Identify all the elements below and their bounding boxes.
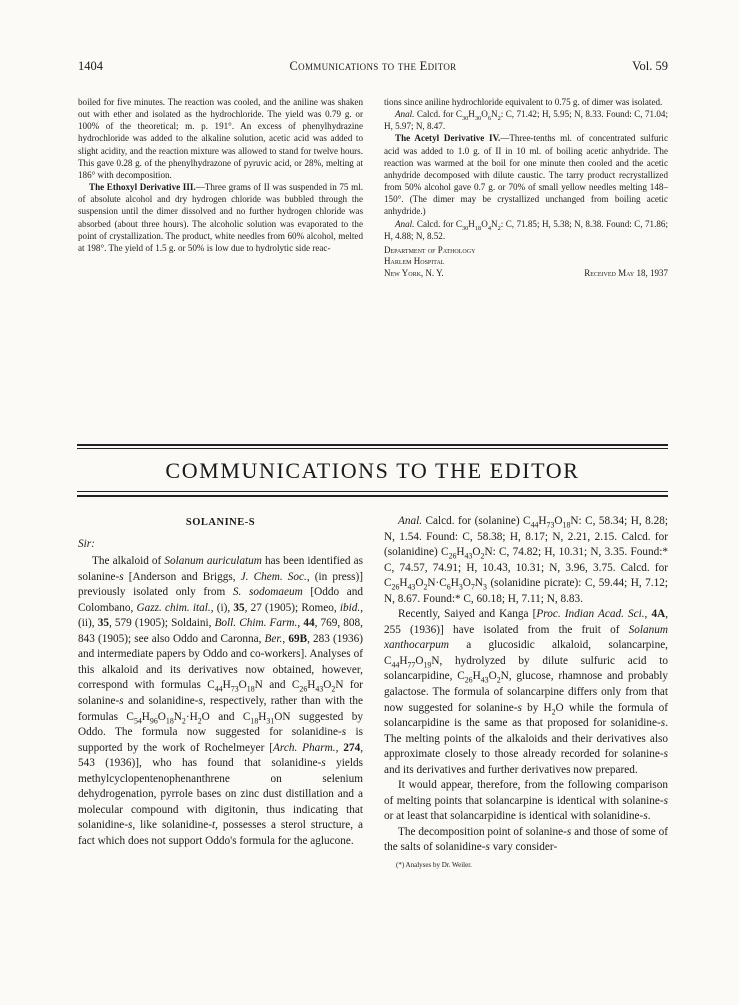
text-run: , respectively, rather than with the formulas C (78, 695, 363, 723)
subscript: 43 (480, 675, 489, 685)
text-run: s (663, 794, 668, 807)
text-run: 4A (651, 608, 666, 621)
subscript: 26 (448, 551, 457, 561)
subscript: 18 (474, 224, 482, 232)
article-title: SOLANINE-S (185, 517, 256, 528)
text-run: The Ethoxyl Derivative III. (89, 182, 196, 193)
text-run: vary consider- (489, 841, 558, 854)
paragraph (384, 825, 668, 856)
text-run: [Anderson and Briggs, (123, 570, 241, 583)
text-run: N (474, 577, 483, 590)
prev-article-right-column (384, 96, 668, 279)
text-run: (solanidine picrate): C, 59.44; H, 7.12; N, 8.67. Found:* C, 60.18; H, 7.11; N, 8.83. (384, 577, 668, 605)
text-run: Calcd. for C (414, 218, 462, 229)
text-run: The decomposition point of solanine- (398, 825, 567, 838)
subscript: 2 (497, 114, 501, 122)
text-run: Gazz. chim. ital. (136, 601, 211, 614)
text-run: t (211, 819, 216, 832)
text-run: Recently, Saiyed and Kanga [ (398, 608, 537, 621)
paragraph (384, 218, 668, 242)
text-run: : C, 71.85; H, 5.38; N, 8.38. Found: C, 71.86; H, 4.88; N, 8.52. (384, 218, 668, 241)
running-header (78, 59, 668, 75)
text-run: H (258, 710, 267, 723)
article-right-body (384, 514, 668, 856)
text-run: H (468, 109, 475, 120)
subscript: 6 (446, 582, 451, 592)
subscript: 73 (546, 520, 555, 530)
text-run: boiled for five minutes. The reaction was cooled, and the aniline was shaken out with ether and isolated as the hydrochloride. The yield was 0.79 g. or 100% of the theoretical; m. p. 191°. An excess of phenylhydrazine hydrochloride was added to the alkaline solution, acetic acid was added to slight acidity, and the reaction mixture was allowed to stand for twelve hours. This gave 0.28 g. of the phenylhydrazone of pyruvic acid, or 28%, melting at 186° with decomposition. (78, 97, 363, 180)
text-run: , (in press)] previously isolated only from (78, 570, 363, 599)
text-run: , 769, 808, 843 (1905); see also Oddo and Caronna, (78, 617, 363, 645)
text-run: s (119, 570, 124, 583)
text-run: ibid. (339, 601, 361, 614)
paragraph (78, 181, 363, 254)
subscript: 30 (461, 114, 469, 122)
text-run: J. Chem. Soc. (240, 570, 307, 583)
text-run: , 255 (1936)] have isolated from the fruit of (384, 608, 669, 636)
subscript: 44 (530, 520, 539, 530)
running-title: Communications to the Editor (289, 59, 457, 73)
text-run: H (399, 654, 408, 667)
text-run: 35 (233, 601, 245, 614)
text-run: N (491, 109, 498, 120)
text-run: , like solanidine- (132, 819, 212, 832)
affiliation-line: Harlem Hospital (384, 256, 445, 267)
text-run: , (335, 741, 344, 754)
paragraph (384, 108, 668, 132)
paragraph (78, 96, 363, 181)
text-run: Solanum auriculatum (164, 555, 262, 568)
text-run: has been identified as solanine- (78, 555, 364, 583)
subscript: 3 (482, 582, 487, 592)
text-run: or at least that solancarpidine is identical with solanidine- (384, 810, 644, 823)
affiliation-block (384, 245, 668, 280)
text-run: S. sodomaeum (232, 586, 303, 599)
text-run: a glucosidic alkaloid, solancarpine, C (384, 639, 668, 667)
subscript: 43 (315, 684, 324, 694)
text-run: O (157, 710, 166, 723)
text-run: , 27 (1905); Romeo, (244, 601, 340, 614)
prev-article-left-column (78, 96, 363, 254)
text-run: , (644, 608, 652, 621)
subscript: 30 (461, 224, 469, 232)
text-run: and solanidine- (123, 695, 199, 708)
text-run: N: C, 58.34; H, 8.28; N, 1.54. Found: C, 58.38; H, 8.17; N, 2.21, 2.15. Calcd. for (solanidine) C (384, 515, 668, 559)
subscript: 3 (458, 582, 463, 592)
text-run: ON suggested by Oddo. The formula now suggested for solanidine- (78, 710, 363, 739)
text-run: s (643, 810, 648, 823)
text-run: O (415, 654, 424, 667)
text-run: 44 (303, 617, 315, 630)
subscript: 2 (496, 675, 501, 685)
text-run: H (399, 577, 408, 590)
text-run: H (468, 218, 475, 229)
text-run: s (660, 717, 666, 730)
subscript: 96 (149, 715, 158, 725)
subscript: 2 (331, 684, 336, 694)
section-rule-top (77, 444, 668, 446)
paragraph (384, 514, 668, 607)
text-run: The alkaloid of (92, 555, 165, 568)
text-run: , (282, 632, 289, 645)
subscript: 26 (391, 582, 400, 592)
text-run: s (485, 841, 490, 854)
text-run: N, hydrolyzed by dilute sulfuric acid to solancarpidine, C (384, 654, 668, 683)
text-run: . The melting points of the alkaloids and their derivatives also approximate closely to those already recorded for solanine- (384, 717, 668, 761)
text-run: s (517, 701, 522, 714)
prev-article-right-body (384, 96, 668, 242)
text-run: , (ii), (78, 601, 364, 630)
subscript: 26 (299, 684, 308, 694)
text-run: O (323, 679, 332, 692)
text-run: O (415, 577, 424, 590)
text-run: . (647, 810, 651, 823)
subscript: 31 (266, 715, 275, 725)
text-run: N for solanine- (78, 679, 363, 708)
subscript: 4 (487, 224, 491, 232)
subscript: 18 (165, 715, 174, 725)
received-date: Received May 18, 1937 (584, 267, 668, 278)
affiliation-line: Department of Pathology (384, 244, 476, 255)
subscript: 2 (197, 715, 202, 725)
subscript: 18 (562, 520, 571, 530)
text-run: O (462, 577, 471, 590)
text-run: O while the formula of solancarpidine is the same as that proposed for solanidine- (384, 701, 668, 730)
text-run: O (488, 670, 497, 683)
section-rule-bottom-thin (77, 491, 668, 492)
subscript: 2 (497, 224, 501, 232)
subscript: 43 (407, 582, 416, 592)
text-run: The Acetyl Derivative IV. (395, 133, 501, 144)
salutation: Sir: (78, 537, 95, 550)
paragraph (384, 96, 668, 108)
article-left-body (78, 554, 363, 849)
text-run: , 543 (1936)], who has found that solanidine- (78, 741, 364, 770)
text-run: N: C, 74.82; H, 10.31; N, 3.35. Found:* C, 74.57, 74.91; H, 10.43, 10.31; N, 3.96, 3.75. Calcd. for C (384, 546, 668, 590)
text-run: —Three grams of II was suspended in 75 ml. of absolute alcohol and dry hydrogen chloride was bubbled through the suspension until the dimer dissolved and no further hydrogen chloride was absorbed (about three hours). The alcoholic solution was evaporated to the point of crystallization. The product, white needles from 60% alcohol, melted at 198°. The yield of 1.5 g. or 50% is low due to hydrolytic side reac- (78, 182, 363, 253)
text-run: H (141, 710, 150, 723)
text-run: H (472, 670, 481, 683)
page-number: 1404 (78, 59, 103, 73)
text-run: It would appear, therefore, from the following comparison of melting points that solancarpine is identical with solanine- (384, 779, 668, 807)
subscript: 30 (474, 114, 482, 122)
text-run: and its derivatives and further derivatives now prepared. (384, 763, 638, 776)
text-run: s (198, 695, 203, 708)
text-run: N, glucose, rhamnose and probably galactose. The formula of solancarpine differs only from that now suggested for solanine- (384, 670, 668, 714)
text-run: by H (521, 701, 552, 714)
text-run: 35 (97, 617, 109, 630)
paragraph (384, 778, 668, 825)
text-run: and those of some of the salts of solanidine- (384, 825, 668, 854)
section-rule-bottom (77, 495, 668, 497)
subscript: 2 (480, 551, 485, 561)
article-left-column (78, 515, 363, 849)
text-run: tions since aniline hydrochloride equivalent to 0.75 g. of dimer was isolated. (384, 97, 663, 107)
subscript: 7 (470, 582, 475, 592)
text-run: N·C (427, 577, 447, 590)
paragraph (78, 554, 363, 849)
subscript: 19 (423, 660, 432, 670)
text-run: , 283 (1936) and intermediate papers by Oddo and co-workers]. Analyses of this alkaloid and its derivatives now obtained, however, correspond with formulas C (78, 632, 364, 692)
text-run: 274 (343, 741, 361, 754)
text-run: s (341, 726, 347, 739)
text-run: —Three-tenths ml. of concentrated sulfuric acid was added to 1.0 g. of II in 10 ml. of boiling acetic anhydride. The reaction was warmed at the boil for one minute then cooled and the acetic anhydride decomposed with dilute caustic. The tarry product recrystallized from 50% alcohol gave 0.7 g. or 70% of small yellow needles melting 148–150°. (The dimer may be crystallized unchanged from boiling acetic anhydride.) (384, 133, 668, 217)
text-run: N (173, 710, 182, 723)
subscript: 43 (464, 551, 473, 561)
affiliation-line: New York, N. Y. (384, 267, 444, 278)
subscript: 26 (464, 675, 473, 685)
volume-label: Vol. 59 (632, 59, 668, 73)
subscript: 44 (214, 684, 223, 694)
text-run: Arch. Pharm. (273, 741, 336, 754)
text-run: , possesses a sterol structure, a fact which does not support Oddo's formula for the aglucone. (78, 819, 364, 847)
text-run: , 579 (1905); Soldaini, (108, 617, 215, 630)
text-run: Anal. (398, 515, 423, 527)
text-run: O (554, 515, 563, 527)
subscript: 77 (407, 660, 416, 670)
section-title: COMMUNICATIONS TO THE EDITOR (165, 458, 580, 483)
paragraph (384, 132, 668, 217)
text-run: : C, 71.42; H, 5.95; N, 8.33. Found: C, 71.04; H, 5.97; N, 8.47. (384, 109, 668, 132)
text-run: O and C (201, 710, 251, 723)
text-run: yields methylcyclopentenophenanthrene on selenium dehydrogenation, pyrrole bases on zinc dust distillation and a molecular compound with digitonin, thus indicating that solanidine- (78, 757, 363, 832)
text-run: H (222, 679, 231, 692)
text-run: is supported by the work of Rochelmeyer [ (78, 726, 363, 754)
subscript: 54 (133, 715, 142, 725)
text-run: H (456, 546, 465, 559)
text-run: O (238, 679, 247, 692)
text-run: s (128, 819, 133, 832)
text-run: N (491, 218, 498, 229)
text-run: Calcd. for (solanine) C (422, 515, 531, 527)
subscript: 73 (230, 684, 239, 694)
text-run: Proc. Indian Acad. Sci. (536, 608, 645, 621)
text-run: ·H (185, 710, 198, 723)
article-right-column (384, 514, 668, 870)
text-run: Solanum xanthocarpum (384, 623, 668, 652)
subscript: 6 (487, 114, 491, 122)
text-run: Anal. (395, 109, 415, 120)
subscript: 2 (181, 715, 186, 725)
text-run: s (566, 825, 572, 838)
subscript: 2 (551, 706, 556, 716)
text-run: O (481, 218, 488, 229)
subscript: 18 (246, 684, 255, 694)
text-run: s (321, 757, 326, 770)
paragraph (384, 607, 668, 778)
footnote: (*) Analyses by Dr. Weiler. (396, 861, 472, 870)
text-run: Ber. (264, 632, 283, 645)
text-run: H (307, 679, 316, 692)
subscript: 18 (250, 715, 259, 725)
subscript: 44 (391, 660, 400, 670)
text-run: O (481, 109, 488, 120)
text-run: N and C (254, 679, 300, 692)
text-run: H (538, 515, 547, 527)
text-run: s (119, 695, 124, 708)
section-rule-top-thin (77, 448, 668, 449)
text-run: O (472, 546, 481, 559)
text-run: Boll. Chim. Farm. (214, 617, 298, 630)
text-run: [Oddo and Colombano, (78, 586, 363, 614)
text-run: Anal. (395, 218, 415, 229)
text-run: s (663, 748, 668, 761)
text-run: Calcd. for C (414, 109, 462, 120)
text-run: 69B (288, 632, 308, 645)
text-run: , (i), (210, 601, 234, 614)
text-run: , (297, 617, 304, 630)
subscript: 2 (423, 582, 428, 592)
text-run: H (450, 577, 459, 590)
